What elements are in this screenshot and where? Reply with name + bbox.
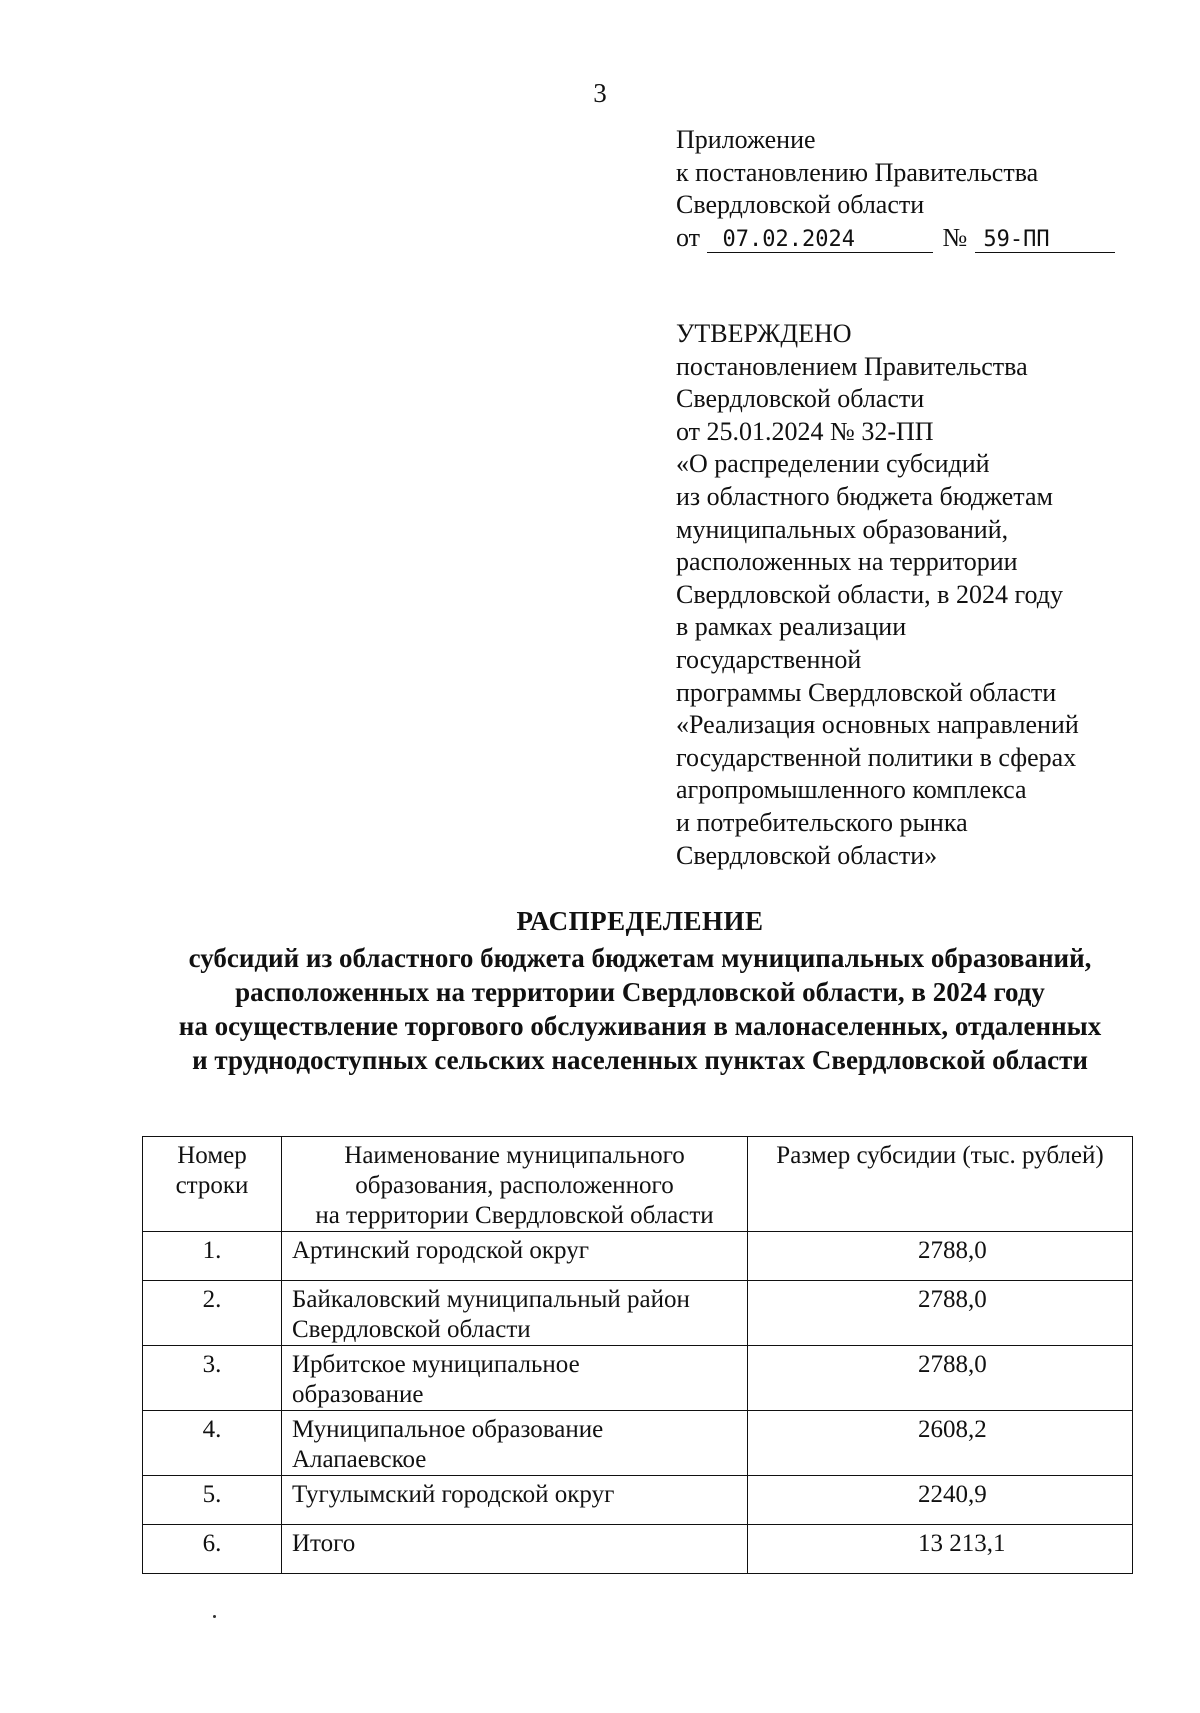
row-name xyxy=(282,1346,748,1411)
title-line: и труднодоступных сельских населенных пунктах Свердловской области xyxy=(192,1045,1088,1075)
header-number-line: Номер xyxy=(177,1142,247,1169)
approved-line: государственной политики в сферах xyxy=(676,742,1077,772)
document-title xyxy=(120,904,1160,1077)
approved-line: постановлением Правительства xyxy=(676,351,1028,381)
date-prefix: от xyxy=(676,222,701,252)
header-name-line: образования, расположенного xyxy=(355,1172,674,1199)
row-name xyxy=(282,1525,748,1574)
title-main: РАСПРЕДЕЛЕНИЕ xyxy=(516,906,764,936)
row-name-line: Итого xyxy=(292,1530,356,1557)
attachment-line: к постановлению Правительства xyxy=(676,157,1039,187)
attachment-date-line xyxy=(676,222,1115,255)
approved-line: и потребительского рынка xyxy=(676,807,968,837)
row-amount: 2240,9 xyxy=(748,1476,1133,1525)
approved-line: от 25.01.2024 № 32-ПП xyxy=(676,416,934,446)
title-line: на осуществление торгового обслуживания в малонаселенных, отдаленных xyxy=(178,1011,1102,1041)
table-header-row xyxy=(143,1137,1133,1232)
document-number-field: 59-ПП xyxy=(975,228,1115,253)
row-name xyxy=(282,1232,748,1281)
date-field: 07.02.2024 xyxy=(707,228,933,253)
approved-line: программы Свердловской области xyxy=(676,677,1057,707)
row-name-line: Байкаловский муниципальный район xyxy=(292,1286,690,1313)
table-row xyxy=(143,1232,1133,1281)
attachment-block xyxy=(676,124,1115,254)
header-name xyxy=(282,1137,748,1232)
header-name-line: Наименование муниципального xyxy=(344,1142,685,1169)
row-amount: 2788,0 xyxy=(748,1232,1133,1281)
approved-line: Свердловской области xyxy=(676,384,925,414)
approved-heading: УТВЕРЖДЕНО xyxy=(676,319,852,348)
approved-line: «Реализация основных направлений xyxy=(676,710,1079,740)
row-amount-total: 13 213,1 xyxy=(748,1525,1133,1574)
table-row xyxy=(143,1346,1133,1411)
row-name-line: Ирбитское муниципальное xyxy=(292,1351,580,1378)
approved-line: Свердловской области» xyxy=(676,840,938,870)
row-name-line: образование xyxy=(292,1381,424,1408)
row-number: 1. xyxy=(143,1232,282,1281)
row-amount: 2788,0 xyxy=(748,1346,1133,1411)
approved-line: из областного бюджета бюджетам xyxy=(676,481,1053,511)
title-line: субсидий из областного бюджета бюджетам муниципальных образований, xyxy=(188,943,1092,973)
header-amount: Размер субсидии (тыс. рублей) xyxy=(748,1137,1133,1232)
title-line: расположенных на территории Свердловской области, в 2024 году xyxy=(235,977,1045,1007)
row-amount: 2788,0 xyxy=(748,1281,1133,1346)
approved-line: муниципальных образований, xyxy=(676,514,1009,544)
approved-line: агропромышленного комплекса xyxy=(676,775,1027,805)
table-row xyxy=(143,1281,1133,1346)
row-name xyxy=(282,1281,748,1346)
page-number: 3 xyxy=(593,78,607,108)
distribution-table xyxy=(142,1136,1133,1574)
row-number: 4. xyxy=(143,1411,282,1476)
table-row xyxy=(143,1476,1133,1525)
row-name xyxy=(282,1411,748,1476)
header-name-line: на территории Свердловской области xyxy=(315,1202,714,1229)
row-number: 5. xyxy=(143,1476,282,1525)
scan-speck xyxy=(213,1615,216,1618)
row-number: 3. xyxy=(143,1346,282,1411)
header-number-line: строки xyxy=(175,1172,249,1199)
row-number: 2. xyxy=(143,1281,282,1346)
row-name-line: Свердловской области xyxy=(292,1316,531,1343)
approved-line: государственной xyxy=(676,644,862,674)
number-sign: № xyxy=(942,222,968,252)
row-name xyxy=(282,1476,748,1525)
table-row-total xyxy=(143,1525,1133,1574)
approved-line: «О распределении субсидий xyxy=(676,449,990,479)
row-amount: 2608,2 xyxy=(748,1411,1133,1476)
row-name-line: Муниципальное образование xyxy=(292,1416,604,1443)
attachment-line: Приложение xyxy=(676,125,816,154)
row-name-line: Алапаевское xyxy=(292,1446,427,1473)
approved-line: Свердловской области, в 2024 году xyxy=(676,579,1063,609)
row-name-line: Артинский городской округ xyxy=(292,1237,589,1264)
approved-block xyxy=(676,318,1079,872)
approved-line: расположенных на территории xyxy=(676,547,1018,577)
table-row xyxy=(143,1411,1133,1476)
header-number xyxy=(143,1137,282,1232)
row-number: 6. xyxy=(143,1525,282,1574)
row-name-line: Тугулымский городской округ xyxy=(292,1481,615,1508)
attachment-line: Свердловской области xyxy=(676,190,925,220)
approved-line: в рамках реализации xyxy=(676,612,907,642)
